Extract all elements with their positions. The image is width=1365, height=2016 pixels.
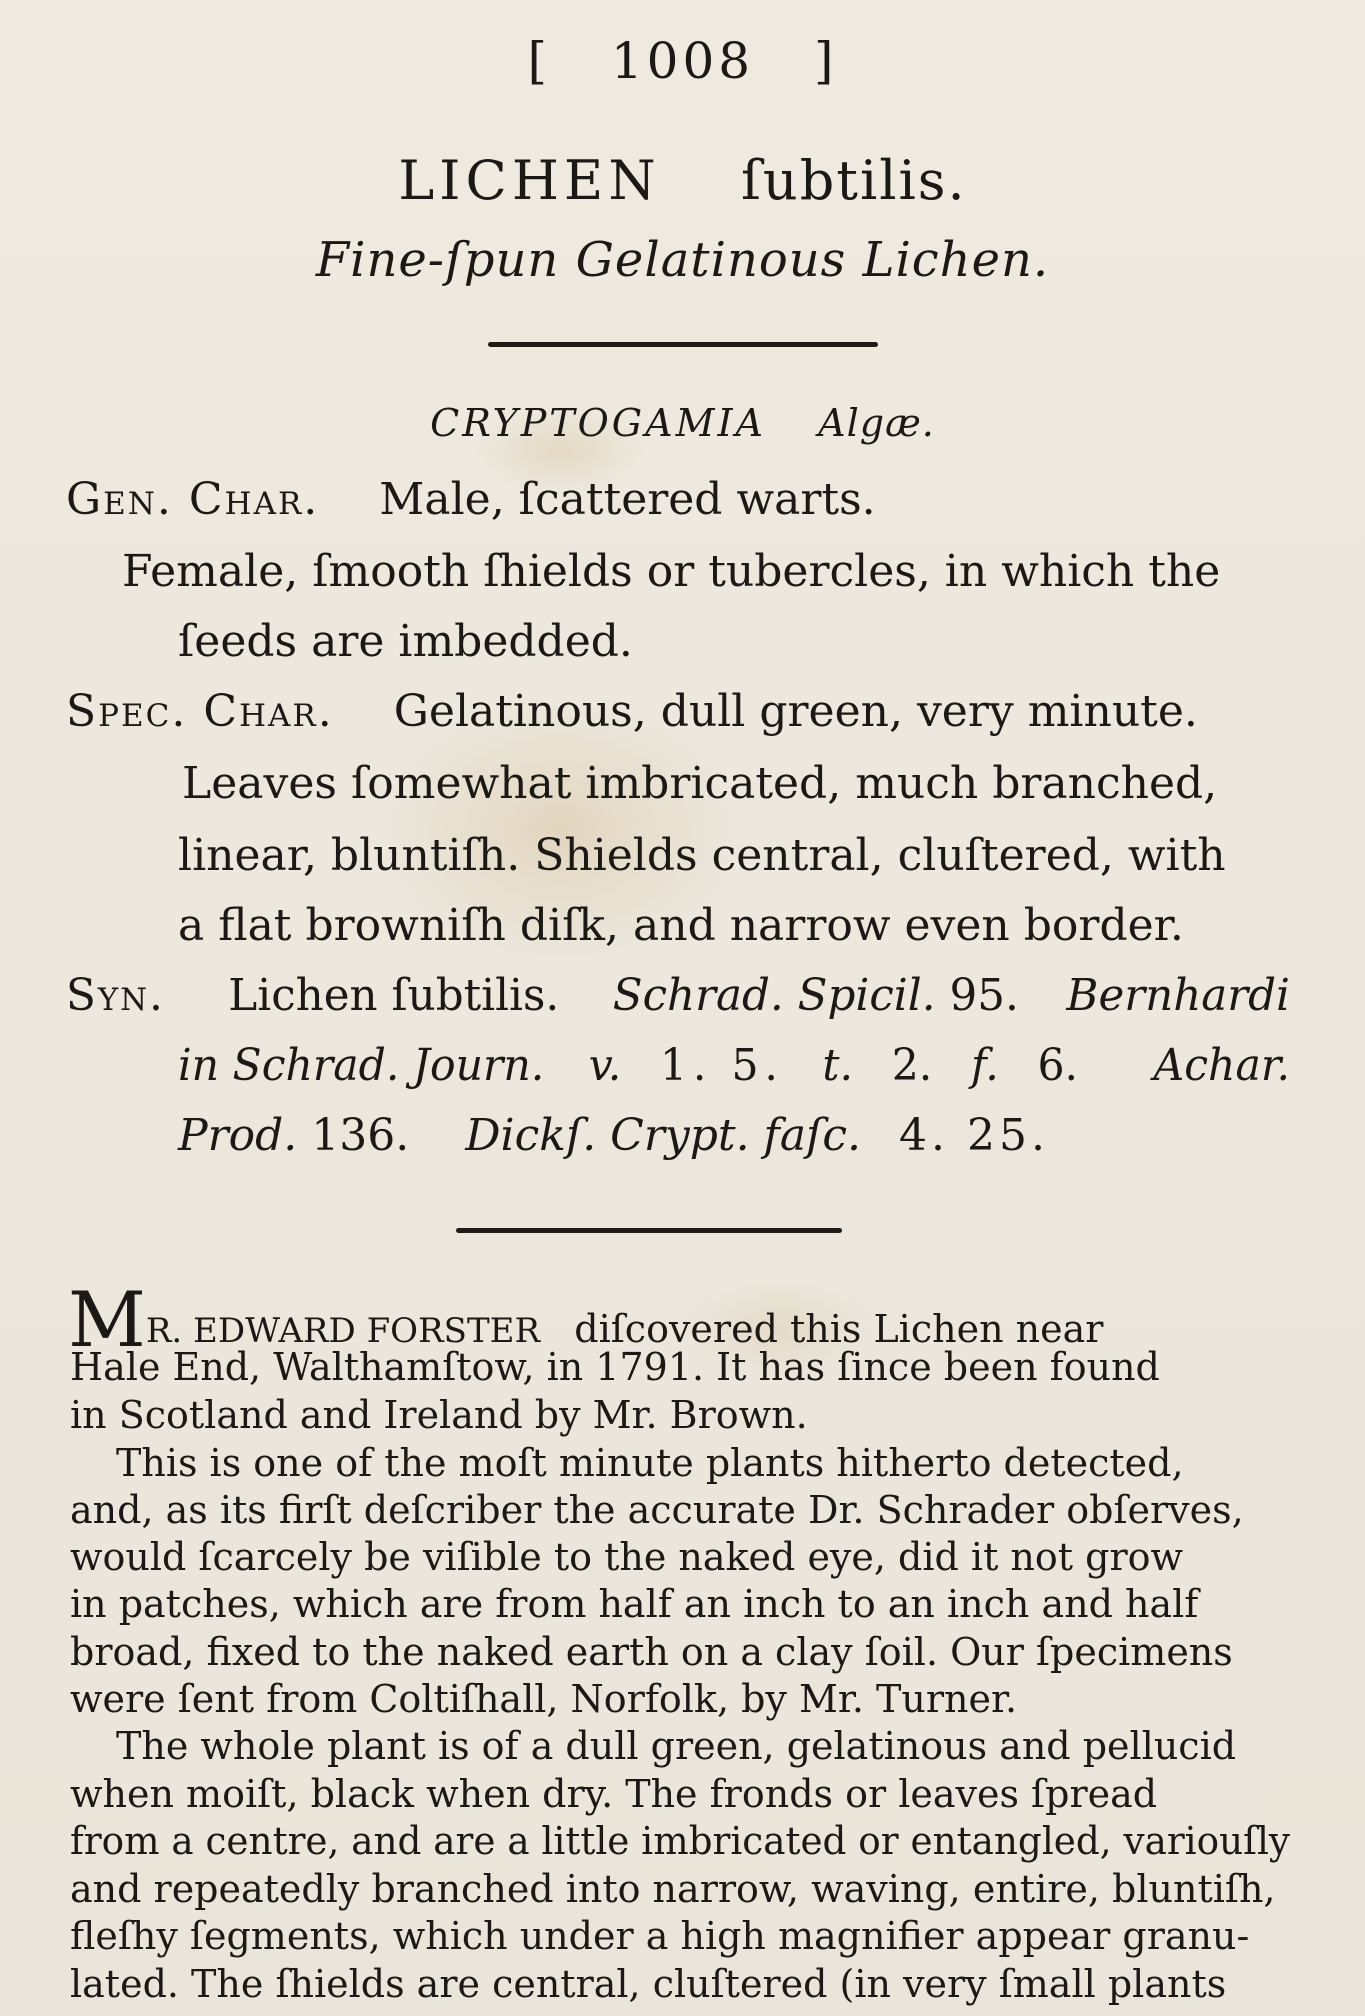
page-number bbox=[0, 32, 1365, 90]
folio-number: 1008 bbox=[610, 32, 755, 90]
spec-char-line-2: Leaves ſomewhat imbricated, much branched, bbox=[182, 758, 1218, 809]
syn-line-3 bbox=[178, 1110, 1049, 1161]
syn-line-2 bbox=[178, 1040, 1291, 1091]
folio-close-bracket: ] bbox=[814, 32, 838, 90]
body-line: and, as its firſt deſcriber the accurate Dr. Schrader obſerves, bbox=[70, 1488, 1244, 1532]
common-name: Fine-ſpun Gelatinous Lichen. bbox=[315, 232, 1050, 288]
spec-char-line-1 bbox=[66, 686, 1198, 737]
spec-char-line-4: a flat browniſh diſk, and narrow even border. bbox=[178, 900, 1184, 951]
spec-char-line-3: linear, bluntiſh. Shields central, cluſtered, with bbox=[178, 830, 1226, 881]
syn-ref-fig-abbrev: f. bbox=[971, 1040, 999, 1091]
species-epithet: ſubtilis. bbox=[740, 149, 967, 212]
body-line: would ſcarcely be viſible to the naked eye, did it not grow bbox=[70, 1535, 1184, 1579]
spec-char-text: Gelatinous, dull green, very minute. bbox=[393, 686, 1198, 737]
body-line: lated. The ſhields are central, cluſtered (in very ſmall plants bbox=[70, 1962, 1227, 2006]
linnaean-class bbox=[0, 401, 1365, 445]
syn-ref-spicil-num: 95. bbox=[949, 970, 1019, 1021]
order-name: Algæ. bbox=[818, 401, 935, 445]
gen-char-line-2: Female, ſmooth ſhields or tubercles, in which the bbox=[122, 546, 1221, 597]
syn-ref-acharius: Achar. bbox=[1153, 1040, 1291, 1091]
syn-line-1 bbox=[66, 970, 1291, 1021]
body-line: and repeatedly branched into narrow, waving, entire, bluntiſh, bbox=[70, 1867, 1276, 1911]
syn-ref-bernhardi: Bernhardi bbox=[1066, 970, 1291, 1021]
genus-name: LICHEN bbox=[398, 149, 661, 212]
body-line-1 bbox=[68, 1275, 1104, 1364]
syn-ref-prod-num: 136. bbox=[311, 1110, 410, 1161]
syn-ref-tab-abbrev: t. bbox=[822, 1040, 854, 1091]
syn-ref-spicil: Schrad. Spicil. bbox=[612, 970, 936, 1021]
spec-char-label: Spec. Char. bbox=[66, 686, 334, 737]
body-line: in Scotland and Ireland by Mr. Brown. bbox=[70, 1393, 808, 1437]
gen-char-label: Gen. Char. bbox=[66, 474, 320, 525]
syn-ref-volume-abbrev: v. bbox=[588, 1040, 622, 1091]
body-line: were ſent from Coltiſhall, Norfolk, by Mr. Turner. bbox=[70, 1677, 1018, 1721]
folio-open-bracket: [ bbox=[527, 32, 551, 90]
title-divider bbox=[488, 342, 878, 347]
opening-caps: R. EDWARD FORSTER bbox=[145, 1311, 541, 1351]
syn-name: Lichen ſubtilis. bbox=[228, 970, 560, 1021]
drop-cap: M bbox=[68, 1275, 146, 1364]
body-line: This is one of the moſt minute plants hitherto detected, bbox=[116, 1441, 1184, 1485]
body-line: The whole plant is of a dull green, gelatinous and pellucid bbox=[116, 1724, 1237, 1768]
body-line-1-rest: diſcovered this Lichen near bbox=[574, 1307, 1104, 1351]
syn-ref-prod: Prod. bbox=[178, 1110, 298, 1161]
species-title bbox=[0, 149, 1365, 212]
class-name: CRYPTOGAMIA bbox=[430, 401, 766, 445]
body-line: from a centre, and are a little imbricated or entangled, variouſly bbox=[70, 1819, 1291, 1863]
syn-label: Syn. bbox=[66, 970, 165, 1021]
gen-char-text: Male, ſcattered warts. bbox=[379, 474, 876, 525]
syn-ref-tab: 2. bbox=[891, 1040, 933, 1091]
section-divider bbox=[456, 1228, 842, 1233]
gen-char-line-3: ſeeds are imbedded. bbox=[178, 616, 633, 667]
gen-char-line-1 bbox=[66, 474, 876, 525]
body-line: when moiſt, black when dry. The fronds or leaves ſpread bbox=[70, 1772, 1158, 1816]
syn-ref-journ: in Schrad. Journ. bbox=[178, 1040, 545, 1091]
syn-ref-dickson-num: 4. 25. bbox=[898, 1110, 1049, 1161]
body-line: Hale End, Walthamſtow, in 1791. It has ſince been found bbox=[70, 1345, 1160, 1389]
body-line: fleſhy ſegments, which under a high magnifier appear granu- bbox=[70, 1914, 1250, 1958]
syn-ref-dickson: Dickſ. Crypt. faſc. bbox=[465, 1110, 861, 1161]
body-line: in patches, which are from half an inch to an inch and half bbox=[70, 1582, 1199, 1626]
syn-ref-fig: 6. bbox=[1037, 1040, 1079, 1091]
body-line: broad, fixed to the naked earth on a clay ſoil. Our ſpecimens bbox=[70, 1630, 1233, 1674]
syn-ref-volume: 1. 5. bbox=[659, 1040, 784, 1091]
